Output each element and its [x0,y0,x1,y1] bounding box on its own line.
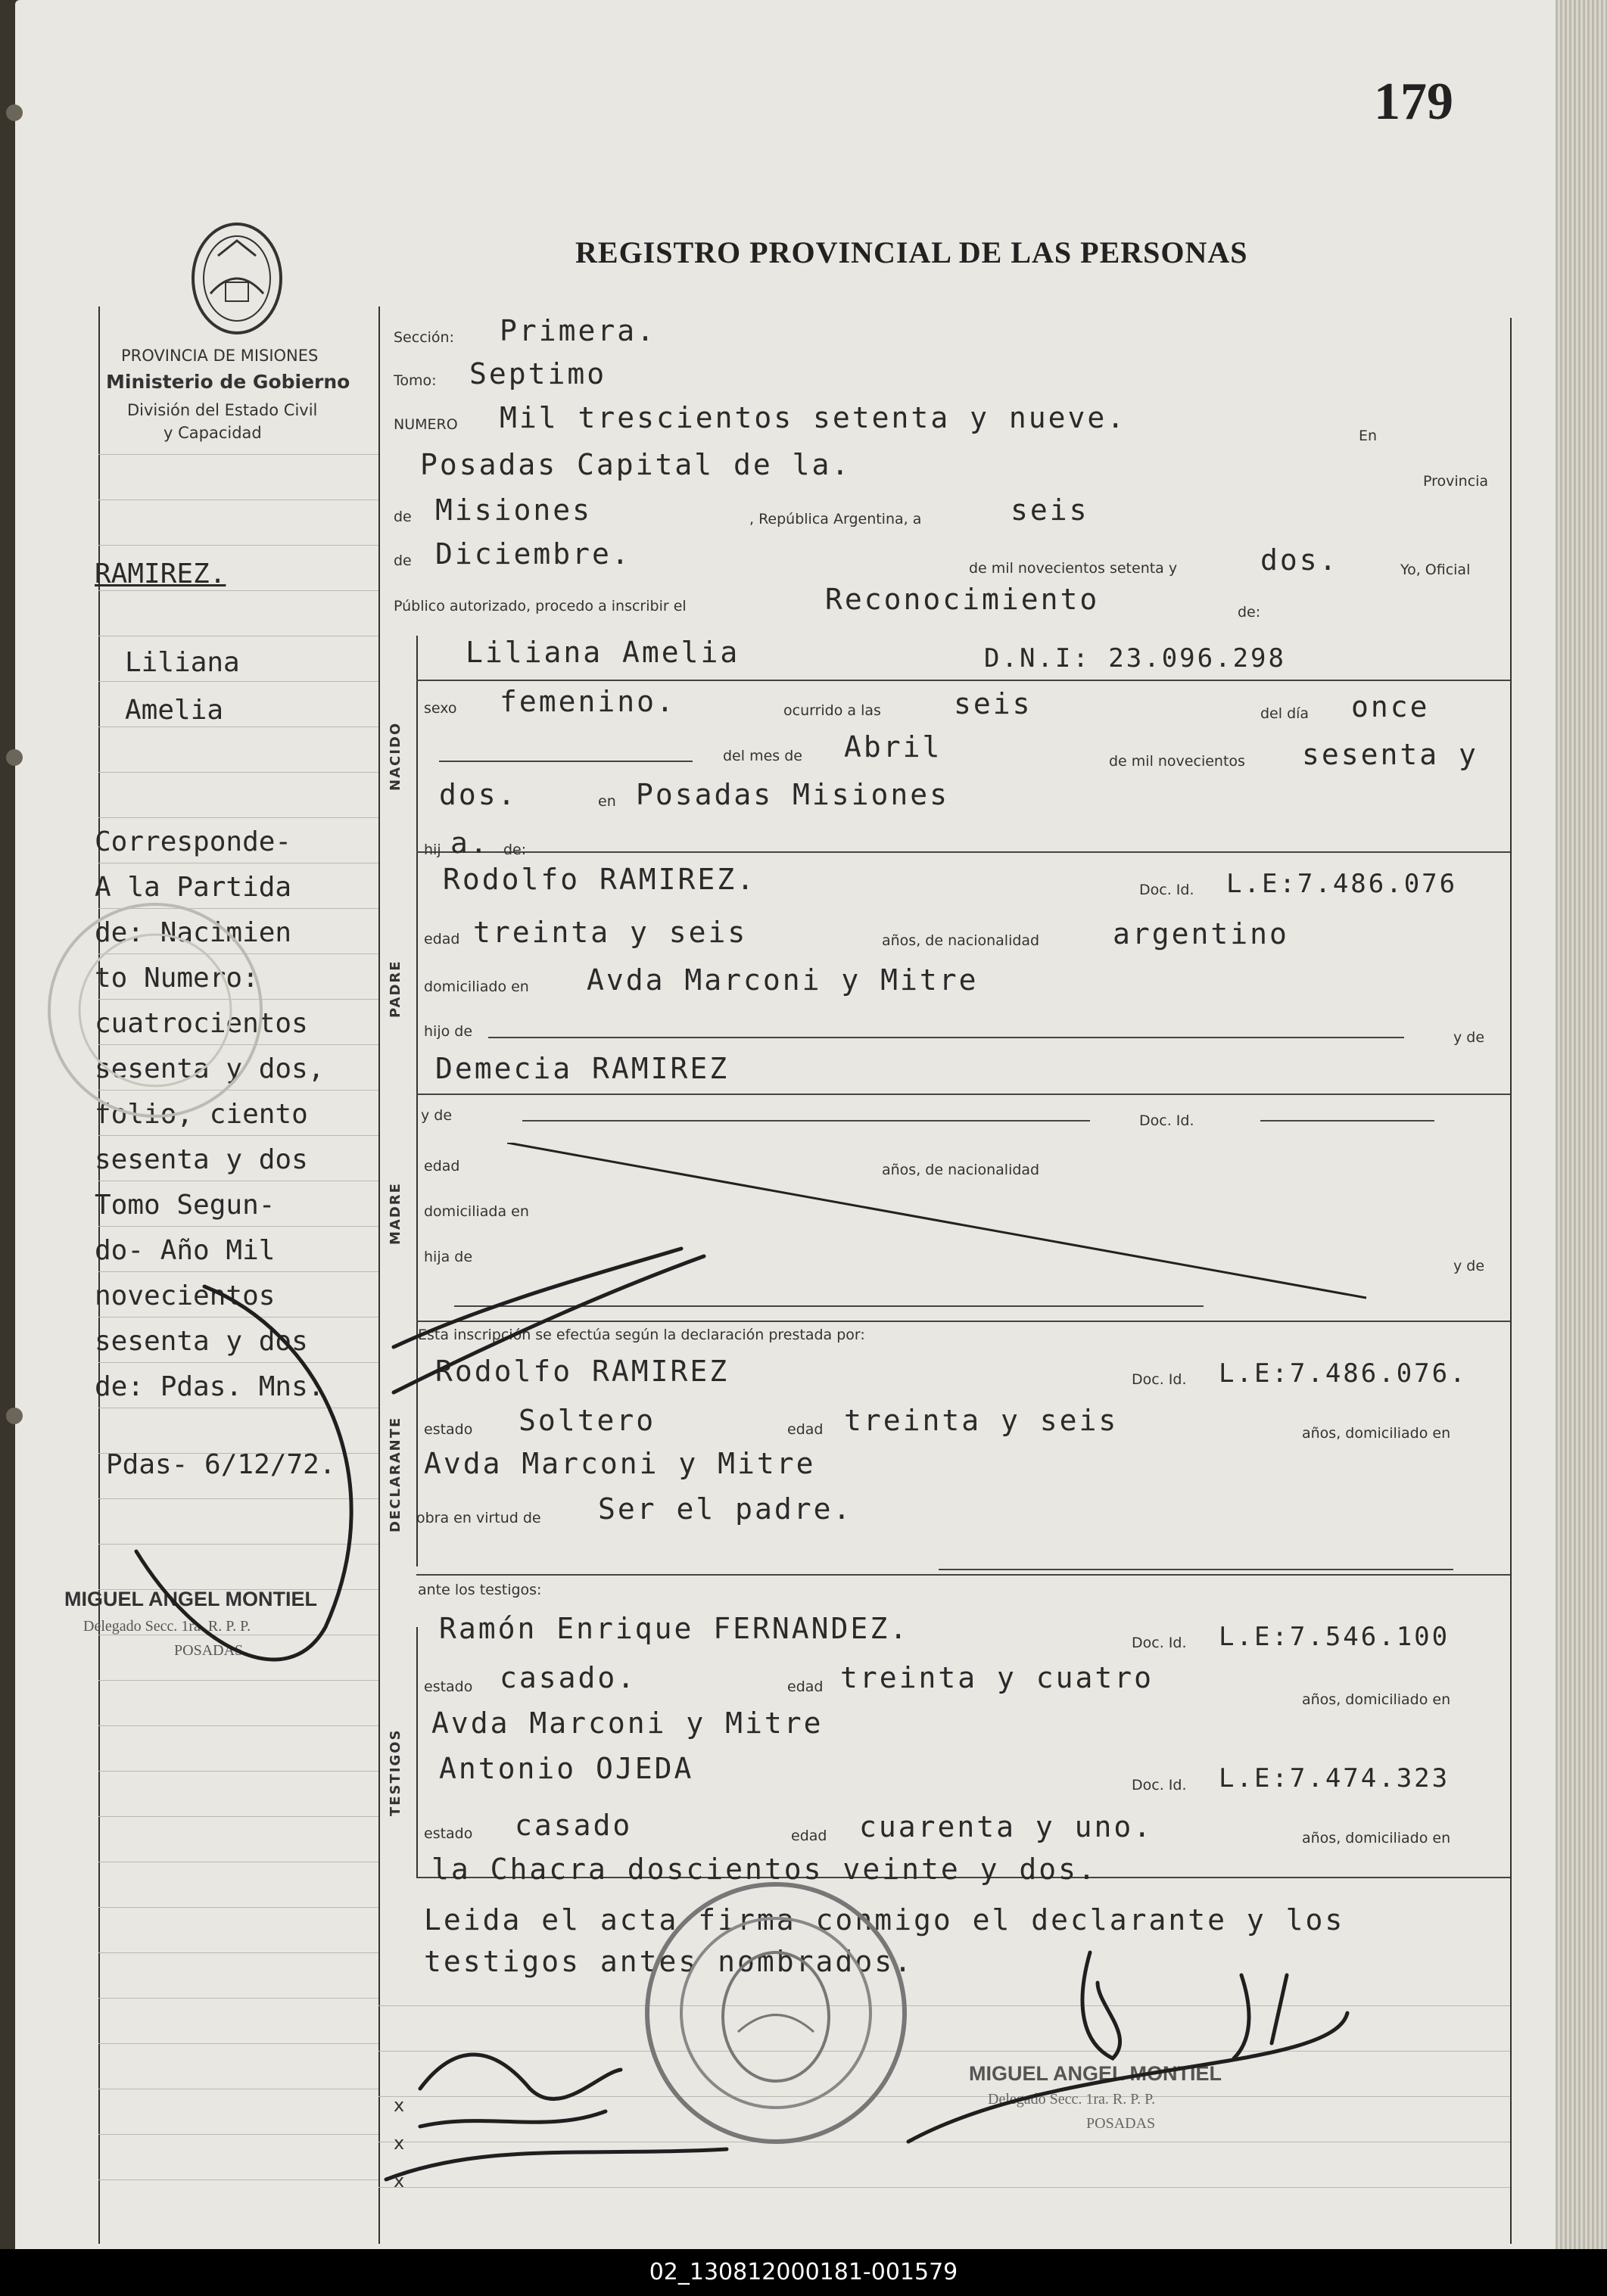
margin-nombre-1: Liliana [125,647,240,678]
label-estado-2: estado [424,1678,473,1695]
field-anio-nac-1: sesenta y [1302,738,1478,771]
label-en-2: en [598,793,616,810]
left-stamp-name: MIGUEL ANGEL MONTIEL [64,1588,318,1610]
label-hija-de: hija de [424,1249,473,1265]
field-declarante-obra: Ser el padre. [598,1492,853,1526]
margin-note-line: sesenta y dos [95,1144,308,1175]
margin-note-line: cuatrocientos [95,1008,308,1039]
label-doc-id-3: Doc. Id. [1132,1371,1187,1388]
label-edad-5: edad [791,1828,827,1844]
page-title: REGISTRO PROVINCIAL DE LAS PERSONAS [575,235,1248,269]
division-name-2: y Capacidad [164,424,262,442]
label-edad: edad [424,931,460,947]
field-testigo1-edad: treinta y cuatro [840,1661,1154,1694]
field-declarante-dom: Avda Marconi y Mitre [424,1447,816,1480]
margin-note-line: do- Año Mil [95,1235,276,1266]
field-testigo1-estado: casado. [500,1661,637,1694]
field-padre-doc: L.E:7.486.076 [1226,869,1458,899]
closing-line-2: testigos antes nombrados. [424,1945,914,1978]
label-hij: hij [424,842,441,858]
label-del-mes: del mes de [723,748,802,764]
margin-note-line: Corresponde- [95,826,292,857]
label-sexo: sexo [424,700,457,717]
label-edad-3: edad [787,1421,824,1438]
label-hijo-de: hijo de [424,1023,473,1040]
margin-note-line: Tomo Segun- [95,1190,276,1221]
margin-note-line: sesenta y dos, [95,1053,325,1084]
label-republica: , República Argentina, a [749,511,922,527]
margin-note-line: de: Nacimien [95,917,292,948]
label-ocurrido: ocurrido a las [783,702,881,719]
field-mes-nac: Abril [844,730,942,764]
margin-signature [136,1286,351,1660]
label-inscripcion: Esta inscripción se efectúa según la declaración prestada por: [418,1327,865,1343]
field-tomo: Septimo [469,357,607,390]
field-anio-nac-2: dos. [439,778,518,811]
field-testigo2-dom: la Chacra doscientos veinte y dos. [431,1853,1098,1886]
right-stamp-role: Delegado Secc. 1ra. R. P. P. [988,2091,1156,2108]
field-anio: dos. [1260,543,1339,577]
label-doc-id-4: Doc. Id. [1132,1635,1187,1651]
field-hora: seis [954,687,1032,720]
margin-nombre-2: Amelia [125,695,224,726]
label-de-3: de: [503,842,527,858]
margin-note-line: de: Pdas. Mns. [95,1371,325,1402]
label-de-colon: de: [1238,604,1261,621]
margin-note-line: to Numero: [95,963,259,994]
field-sexo: femenino. [500,685,676,718]
right-stamp-city: POSADAS [1086,2115,1156,2132]
label-numero: NUMERO [394,416,458,433]
label-ante: ante los testigos: [418,1582,542,1598]
margin-apellido: RAMIREZ. [95,558,226,590]
division-name: División del Estado Civil [127,401,318,419]
field-hij-suffix: a. [450,826,490,860]
field-numero: Mil trescientos setenta y nueve. [500,401,1127,434]
footer-id: 02_130812000181-001579 [0,2249,1607,2296]
field-testigo2-nombre: Antonio OJEDA [439,1752,694,1785]
field-dia-nac: once [1351,690,1430,723]
closing-line-1: Leida el acta firma conmigo el declarante y los [424,1903,1345,1937]
label-doc-id-5: Doc. Id. [1132,1777,1187,1794]
section-label-madre: MADRE [388,1182,403,1245]
field-declarante-edad: treinta y seis [844,1404,1119,1437]
label-domiciliada: domiciliada en [424,1203,529,1220]
field-testigo2-edad: cuarenta y uno. [859,1810,1154,1843]
label-edad-2: edad [424,1158,460,1174]
label-anos-dom-2: años, domiciliado en [1302,1691,1451,1708]
label-doc-id: Doc. Id. [1139,882,1194,898]
svg-text:x: x [394,2133,405,2154]
label-anos-dom: años, domiciliado en [1302,1425,1451,1442]
margin-fecha: Pdas- 6/12/72. [106,1449,336,1480]
label-provincia: Provincia [1423,473,1489,490]
field-lugar-nac: Posadas Misiones [636,778,950,811]
field-padre-edad: treinta y seis [473,916,748,949]
field-declarante-estado: Soltero [519,1404,656,1437]
field-provincia: Misiones [435,493,593,527]
label-mil-nov-2: de mil novecientos [1109,753,1245,770]
field-dia: seis [1011,493,1089,527]
field-testigo1-nombre: Ramón Enrique FERNANDEZ. [439,1612,910,1645]
margin-note-line: folio, ciento [95,1099,308,1130]
margin-note-line: sesenta y dos [95,1326,308,1357]
label-seccion: Sección: [394,329,454,346]
field-en: Posadas Capital de la. [420,448,852,481]
province-name: PROVINCIA DE MISIONES [121,347,319,365]
svg-text:x: x [394,2170,405,2192]
section-label-padre: PADRE [388,960,403,1018]
label-obra: obra en virtud de [416,1510,541,1526]
field-testigo1-doc: L.E:7.546.100 [1219,1622,1450,1652]
label-anos-nac-2: años, de nacionalidad [882,1162,1040,1178]
label-estado: estado [424,1421,473,1438]
label-de-2: de [394,552,412,569]
label-anos-nac: años, de nacionalidad [882,932,1040,949]
label-doc-id-2: Doc. Id. [1139,1112,1194,1129]
field-padre-nac: argentino [1113,917,1289,950]
label-y-de-2: y de [421,1107,453,1124]
field-nombre: Liliana Amelia [466,636,740,669]
section-label-declarante: DECLARANTE [388,1416,403,1532]
svg-text:x: x [394,2095,405,2116]
margin-note-line: A la Partida [95,872,292,903]
field-padre-dom: Avda Marconi y Mitre [587,963,979,997]
field-testigo2-doc: L.E:7.474.323 [1219,1763,1450,1794]
label-publico: Público autorizado, procedo a inscribir el [394,598,687,614]
label-del-dia: del día [1260,705,1310,722]
label-y-de-3: y de [1453,1258,1485,1274]
section-label-testigos: TESTIGOS [388,1728,403,1816]
page-number: 179 [1374,73,1453,131]
left-stamp-role: Delegado Secc. 1ra. R. P. P. [83,1618,251,1635]
label-en: En [1359,428,1378,444]
label-estado-3: estado [424,1825,473,1842]
label-y-de: y de [1453,1029,1485,1046]
field-madre-linea: Demecia RAMIREZ [435,1052,730,1085]
label-domiciliado: domiciliado en [424,978,529,995]
field-acto: Reconocimiento [825,583,1100,616]
label-yo-oficial: Yo, Oficial [1400,562,1471,578]
margin-note-line: novecientos [95,1280,276,1311]
section-label-nacido: NACIDO [388,721,403,791]
field-testigo1-dom: Avda Marconi y Mitre [431,1706,824,1740]
label-edad-4: edad [787,1678,824,1695]
field-padre-nombre: Rodolfo RAMIREZ. [443,863,757,896]
field-declarante-nombre: Rodolfo RAMIREZ [435,1355,730,1388]
field-declarante-doc: L.E:7.486.076. [1219,1358,1468,1389]
right-stamp-name: MIGUEL ANGEL MONTIEL [969,2062,1222,2085]
label-anos-dom-3: años, domiciliado en [1302,1830,1451,1846]
label-mil-novecientos: de mil novecientos setenta y [969,560,1178,577]
field-testigo2-estado: casado [515,1809,633,1842]
label-tomo: Tomo: [394,372,437,389]
field-seccion: Primera. [500,314,657,347]
field-mes: Diciembre. [435,537,631,571]
label-de: de [394,509,412,525]
ministry-name: Ministerio de Gobierno [106,371,350,393]
field-dni: D.N.I: 23.096.298 [984,643,1286,674]
left-stamp-city: POSADAS [174,1642,244,1659]
